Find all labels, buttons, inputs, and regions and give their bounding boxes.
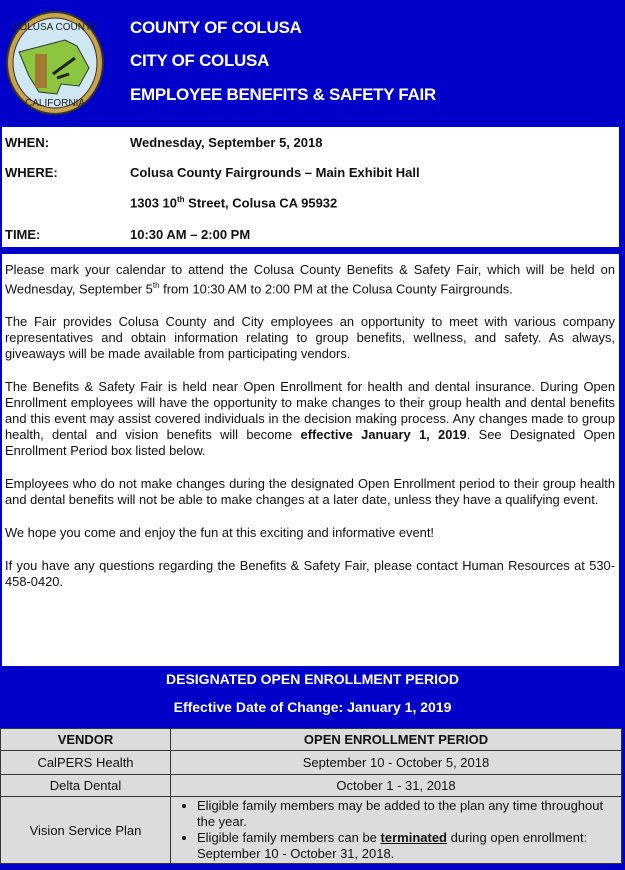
period-cell <box>171 797 622 864</box>
header-county: COUNTY OF COLUSA <box>130 18 302 37</box>
vendor-header: VENDOR <box>1 729 171 751</box>
header-city: CITY OF COLUSA <box>130 51 270 70</box>
paragraph-invite: We hope you come and enjoy the fun at this exciting and informative event! <box>5 525 434 541</box>
table-row <box>1 751 622 775</box>
paragraph-contact: If you have any questions regarding the Benefits & Safety Fair, please contact Human Resources at 530-458-0420. <box>5 558 615 590</box>
svg-text:COLUSA COUNTY: COLUSA COUNTY <box>12 22 98 33</box>
when-value: Wednesday, September 5, 2018 <box>130 135 323 150</box>
where-label: WHERE: <box>5 165 58 180</box>
address-value: 1303 10th Street, Colusa CA 95932 <box>130 195 338 211</box>
table-row <box>1 797 622 864</box>
paragraph-no-changes: Employees who do not make changes during the designated Open Enrollment period to their group health and dental benefits will not be able to make changes at a later date, unless they have a qualifying event. <box>5 476 615 508</box>
header-event: EMPLOYEE BENEFITS & SAFETY FAIR <box>130 85 436 104</box>
vision-bullet: • Eligible family members may be added to the plan any time throughout the year. <box>197 798 617 830</box>
table-row <box>1 775 622 797</box>
when-label: WHEN: <box>5 135 50 150</box>
event-info-box <box>2 127 619 247</box>
paragraph-enrollment: The Benefits & Safety Fair is held near Open Enrollment for health and dental insurance. During Open Enrollment employees will have the opportunity to make changes to their group health and dental benefits and this event may assist covered individuals in the decision making process. Any changes made to group health, dental and vision benefits will become effective January 1, 2019. See Designated Open Enrollment Period box listed below. <box>5 379 616 459</box>
vendor-cell: Delta Dental <box>1 775 171 797</box>
enrollment-table <box>0 728 622 864</box>
svg-text:CALIFORNIA: CALIFORNIA <box>24 98 86 109</box>
vendor-cell: Vision Service Plan <box>1 797 171 864</box>
vision-bullet: • Eligible family members can be terminated during open enrollment: September 10 - October 31, 2018. <box>197 830 617 862</box>
paragraph-fair: The Fair provides Colusa County and City employees an opportunity to meet with various company representatives and obtain information relating to group benefits, wellness, and safety. As always, giveaways will be made available from participating vendors. <box>5 314 615 362</box>
period-cell: September 10 - October 5, 2018 <box>171 751 622 775</box>
announcement-body <box>2 254 619 666</box>
table-header <box>1 729 622 751</box>
where-value: Colusa County Fairgrounds – Main Exhibit Hall <box>130 165 420 180</box>
time-value: 10:30 AM – 2:00 PM <box>130 227 251 242</box>
enrollment-title: DESIGNATED OPEN ENROLLMENT PERIOD <box>166 671 459 687</box>
time-label: TIME: <box>5 227 41 242</box>
header-banner <box>0 0 625 125</box>
enrollment-subtitle: Effective Date of Change: January 1, 2019 <box>173 699 452 715</box>
vendor-cell: CalPERS Health <box>1 751 171 775</box>
period-header: OPEN ENROLLMENT PERIOD <box>171 729 622 751</box>
paragraph-intro: Please mark your calendar to attend the Colusa County Benefits & Safety Fair, which will be held on Wednesday, September 5th from 10:30 AM to 2:00 PM at the Colusa County Fairgrounds. <box>5 262 615 297</box>
county-seal-logo <box>5 10 105 116</box>
period-cell: October 1 - 31, 2018 <box>171 775 622 797</box>
